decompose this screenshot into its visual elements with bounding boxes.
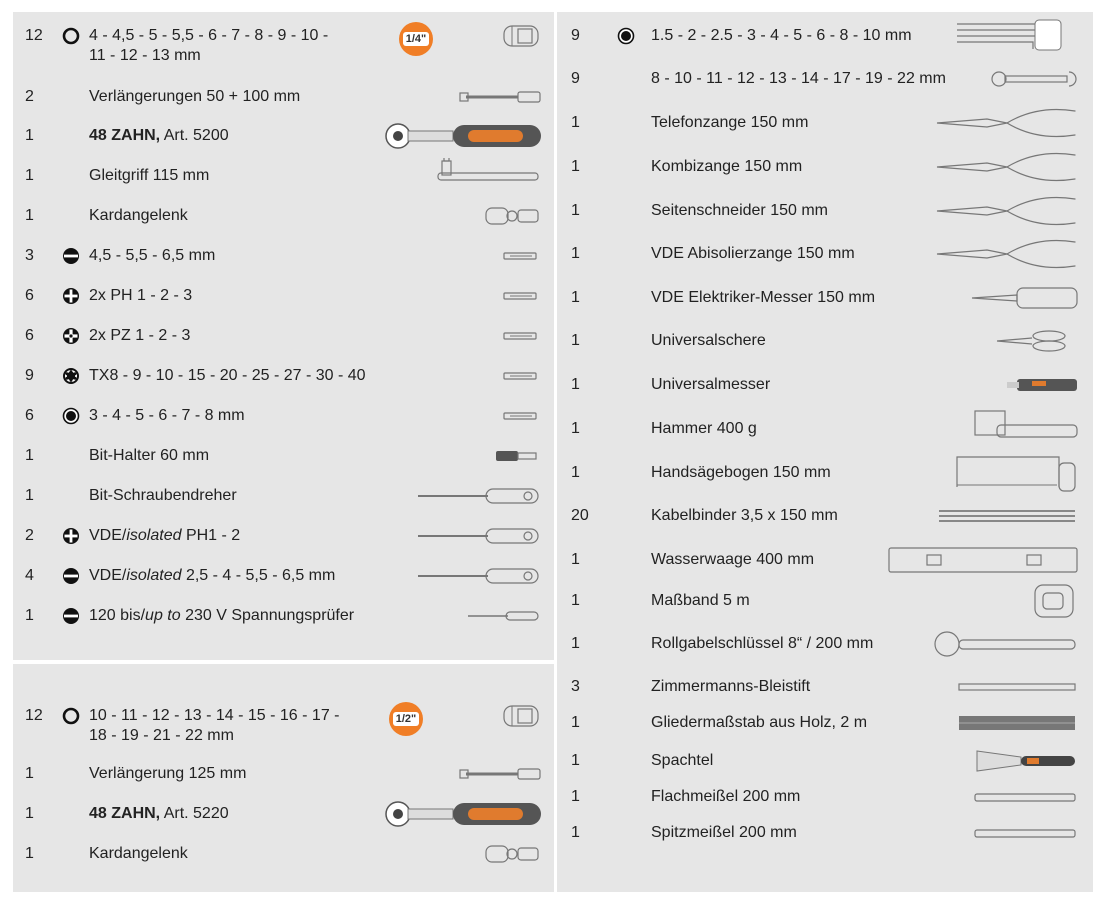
- item-description: [89, 804, 229, 824]
- bit-illustration: [348, 398, 548, 439]
- blank-icon: [53, 126, 89, 127]
- bitholder-illustration: [348, 438, 548, 479]
- item-description: [651, 751, 713, 771]
- description-text: Universalmesser: [651, 376, 771, 393]
- screwdriver-illustration: [348, 518, 548, 559]
- item-description: [651, 591, 750, 611]
- item-quantity: 6: [25, 287, 34, 304]
- item-quantity: 1: [571, 202, 580, 219]
- item-quantity: 9: [571, 70, 580, 87]
- blank-icon: [617, 244, 635, 245]
- item-quantity: 1: [571, 158, 580, 175]
- item-quantity: 1: [571, 464, 580, 481]
- description-text: Flachmeißel 200 mm: [651, 788, 801, 805]
- blank-icon: [53, 206, 89, 207]
- ujoint-illustration: [348, 198, 548, 239]
- item-description: [651, 201, 828, 221]
- item-quantity: 9: [571, 27, 580, 44]
- item-quantity: 1: [571, 420, 580, 437]
- pz-drive-icon: [53, 326, 89, 345]
- item-description: [651, 677, 810, 697]
- item-description: [89, 764, 246, 784]
- level-illustration: [877, 540, 1087, 585]
- item-quantity: 6: [25, 407, 34, 424]
- item-quantity: 3: [25, 247, 34, 264]
- item-description: [89, 206, 188, 226]
- blank-icon: [53, 446, 89, 447]
- item-description: [651, 375, 770, 395]
- item-quantity: 1: [25, 845, 34, 862]
- description-text: VDE Elektriker-Messer 150 mm: [651, 289, 876, 306]
- item-quantity: 9: [25, 367, 34, 384]
- description-text: Verlängerung 125 mm: [89, 765, 247, 782]
- item-quantity: 1: [25, 607, 34, 624]
- description-text: Wasserwaage 400 mm: [651, 551, 815, 568]
- hex-drive-icon: [617, 26, 635, 45]
- item-quantity: 1: [571, 592, 580, 609]
- hex-drive-icon: [53, 406, 89, 425]
- pliers-illustration: [877, 103, 1087, 148]
- model-name: 48 ZAHN,: [89, 805, 161, 822]
- description-prefix: 120 bis/: [89, 607, 146, 624]
- ring-drive-icon: [53, 26, 89, 45]
- allen-illustration: [877, 16, 1087, 61]
- description-line: 18 - 19 - 21 - 22 mm: [89, 727, 234, 744]
- description-text: Hammer 400 g: [651, 420, 757, 437]
- drive-size-label: 1/2": [393, 712, 420, 726]
- blank-icon: [617, 331, 635, 332]
- description-text: Kardangelenk: [89, 207, 188, 224]
- blank-icon: [617, 419, 635, 420]
- blank-icon: [617, 751, 635, 752]
- blank-icon: [617, 713, 635, 714]
- blank-icon: [617, 375, 635, 376]
- description-text: Art. 5200: [160, 127, 229, 144]
- item-description: [651, 113, 808, 133]
- blank-icon: [617, 69, 635, 70]
- blank-icon: [617, 113, 635, 114]
- description-text: TX8 - 9 - 10 - 15 - 20 - 25 - 27 - 30 - 40: [89, 367, 366, 384]
- item-description: [89, 844, 188, 864]
- blank-icon: [53, 764, 89, 765]
- cutter-illustration: [877, 365, 1087, 410]
- pliers-illustration: [877, 147, 1087, 192]
- item-quantity: 1: [571, 714, 580, 731]
- hammer-illustration: [877, 409, 1087, 454]
- description-text: Verlängerungen 50 + 100 mm: [89, 88, 301, 105]
- item-description: [651, 550, 814, 570]
- blank-icon: [53, 844, 89, 845]
- bit-illustration: [348, 358, 548, 399]
- item-description: [651, 26, 912, 46]
- screwdriver-illustration: [348, 558, 548, 599]
- item-description: [89, 366, 366, 386]
- description-line: 10 - 11 - 12 - 13 - 14 - 15 - 16 - 17 -: [89, 707, 340, 724]
- blank-icon: [53, 486, 89, 487]
- item-quantity: 2: [25, 527, 34, 544]
- blank-icon: [617, 591, 635, 592]
- item-quantity: 6: [25, 327, 34, 344]
- item-description: [651, 157, 802, 177]
- item-quantity: 1: [25, 167, 34, 184]
- ratchet-illustration: [348, 796, 548, 837]
- model-name: 48 ZAHN,: [89, 127, 161, 144]
- slot-drive-icon: [53, 606, 89, 625]
- adjwrench-illustration: [877, 624, 1087, 669]
- description-text: 4,5 - 5,5 - 6,5 mm: [89, 247, 216, 264]
- description-line: 11 - 12 - 13 mm: [89, 47, 201, 64]
- blank-icon: [53, 87, 89, 88]
- item-quantity: 1: [571, 114, 580, 131]
- socket-illustration: [348, 18, 548, 59]
- description-text: 8 - 10 - 11 - 12 - 13 - 14 - 17 - 19 - 22 mm: [651, 70, 946, 87]
- blank-icon: [53, 166, 89, 167]
- item-description: [89, 246, 215, 266]
- item-quantity: 3: [571, 678, 580, 695]
- blank-icon: [617, 506, 635, 507]
- description-text: Zimmermanns-Bleistift: [651, 678, 811, 695]
- torx-drive-icon: [53, 366, 89, 385]
- item-description: [89, 87, 300, 107]
- item-description: [651, 463, 831, 483]
- item-description: [651, 787, 800, 807]
- screwdriver-illustration: [348, 478, 548, 519]
- item-description: [651, 634, 873, 654]
- blank-icon: [617, 550, 635, 551]
- item-quantity: 1: [571, 788, 580, 805]
- drive-size-label: 1/4": [403, 32, 430, 46]
- description-italic: up to: [145, 607, 181, 624]
- slot-drive-icon: [53, 246, 89, 265]
- ratchet-illustration: [348, 118, 548, 159]
- blank-icon: [617, 201, 635, 202]
- description-text: 1.5 - 2 - 2.5 - 3 - 4 - 5 - 6 - 8 - 10 mm: [651, 27, 912, 44]
- description-text: 3 - 4 - 5 - 6 - 7 - 8 mm: [89, 407, 245, 424]
- blank-icon: [617, 823, 635, 824]
- item-quantity: 1: [571, 332, 580, 349]
- description-text: Handsägebogen 150 mm: [651, 464, 831, 481]
- description-text: Universalschere: [651, 332, 766, 349]
- item-quantity: 1: [571, 376, 580, 393]
- item-quantity: 4: [25, 567, 34, 584]
- panel-half-inch-set: [13, 664, 554, 892]
- blank-icon: [617, 463, 635, 464]
- item-description: [89, 446, 209, 466]
- item-description: [89, 26, 328, 66]
- description-text: Telefonzange 150 mm: [651, 114, 809, 131]
- bit-illustration: [348, 238, 548, 279]
- socket-illustration: [348, 698, 548, 739]
- item-quantity: 1: [571, 752, 580, 769]
- item-quantity: 12: [25, 27, 43, 44]
- blank-icon: [617, 288, 635, 289]
- item-quantity: 12: [25, 707, 43, 724]
- item-quantity: 1: [571, 289, 580, 306]
- saw-illustration: [877, 453, 1087, 498]
- description-prefix: VDE/: [89, 527, 127, 544]
- item-description: [651, 331, 766, 351]
- ring-drive-icon: [53, 706, 89, 725]
- description-italic: isolated: [126, 567, 182, 584]
- chisel-illustration: [877, 813, 1087, 858]
- description-text: PH1 - 2: [181, 527, 241, 544]
- description-text: Bit-Halter 60 mm: [89, 447, 210, 464]
- item-quantity: 1: [571, 551, 580, 568]
- panel-quarter-inch-set: [13, 12, 554, 660]
- item-description: [89, 706, 340, 746]
- bit-illustration: [348, 318, 548, 359]
- item-description: [89, 326, 190, 346]
- blank-icon: [617, 634, 635, 635]
- pliers-illustration: [877, 191, 1087, 236]
- slot-drive-icon: [53, 566, 89, 585]
- pliers-illustration: [877, 234, 1087, 279]
- item-quantity: 1: [571, 635, 580, 652]
- item-quantity: 1: [25, 487, 34, 504]
- tbar-illustration: [348, 158, 548, 199]
- wrench-illustration: [877, 59, 1087, 104]
- description-text: Gleitgriff 115 mm: [89, 167, 210, 184]
- item-description: [651, 244, 855, 264]
- description-italic: isolated: [126, 527, 182, 544]
- ph-drive-icon: [53, 286, 89, 305]
- item-quantity: 1: [571, 824, 580, 841]
- item-quantity: 20: [571, 507, 589, 524]
- ph-drive-icon: [53, 526, 89, 545]
- item-quantity: 2: [25, 88, 34, 105]
- extension-illustration: [348, 756, 548, 797]
- item-description: [651, 288, 875, 308]
- description-text: 2x PZ 1 - 2 - 3: [89, 327, 191, 344]
- description-text: Art. 5220: [160, 805, 229, 822]
- item-quantity: 1: [571, 245, 580, 262]
- item-quantity: 1: [25, 765, 34, 782]
- blank-icon: [53, 804, 89, 805]
- description-text: VDE Abisolierzange 150 mm: [651, 245, 855, 262]
- tape-illustration: [877, 581, 1087, 626]
- description-text: Spachtel: [651, 752, 714, 769]
- description-text: Spitzmeißel 200 mm: [651, 824, 797, 841]
- item-quantity: 1: [25, 127, 34, 144]
- item-quantity: 1: [25, 805, 34, 822]
- description-text: Bit-Schraubendreher: [89, 487, 237, 504]
- description-text: Kabelbinder 3,5 x 150 mm: [651, 507, 838, 524]
- description-text: 230 V Spannungsprüfer: [180, 607, 355, 624]
- knife-illustration: [877, 278, 1087, 323]
- description-text: Maßband 5 m: [651, 592, 750, 609]
- item-description: [89, 286, 192, 306]
- item-description: [651, 713, 867, 733]
- extension-illustration: [348, 79, 548, 120]
- item-description: [89, 526, 240, 546]
- description-text: Seitenschneider 150 mm: [651, 202, 828, 219]
- bit-illustration: [348, 278, 548, 319]
- item-description: [651, 823, 797, 843]
- item-description: [89, 406, 245, 426]
- blank-icon: [617, 157, 635, 158]
- ujoint-illustration: [348, 836, 548, 877]
- blank-icon: [617, 787, 635, 788]
- item-description: [89, 166, 209, 186]
- item-description: [89, 126, 229, 146]
- item-description: [89, 486, 237, 506]
- description-text: Rollgabelschlüssel 8“ / 200 mm: [651, 635, 874, 652]
- item-description: [651, 419, 757, 439]
- blank-icon: [617, 677, 635, 678]
- item-description: [89, 606, 354, 626]
- description-text: Gliedermaßstab aus Holz, 2 m: [651, 714, 868, 731]
- item-description: [89, 566, 335, 586]
- tester-illustration: [348, 598, 548, 639]
- description-text: 2,5 - 4 - 5,5 - 6,5 mm: [181, 567, 336, 584]
- description-text: 2x PH 1 - 2 - 3: [89, 287, 193, 304]
- description-text: Kombizange 150 mm: [651, 158, 803, 175]
- description-line: 4 - 4,5 - 5 - 5,5 - 6 - 7 - 8 - 9 - 10 -: [89, 27, 329, 44]
- item-description: [651, 506, 838, 526]
- scissors-illustration: [877, 321, 1087, 366]
- ties-illustration: [877, 496, 1087, 541]
- description-text: Kardangelenk: [89, 845, 188, 862]
- item-quantity: 1: [25, 447, 34, 464]
- description-prefix: VDE/: [89, 567, 127, 584]
- item-quantity: 1: [25, 207, 34, 224]
- panel-hand-tools: [557, 12, 1093, 892]
